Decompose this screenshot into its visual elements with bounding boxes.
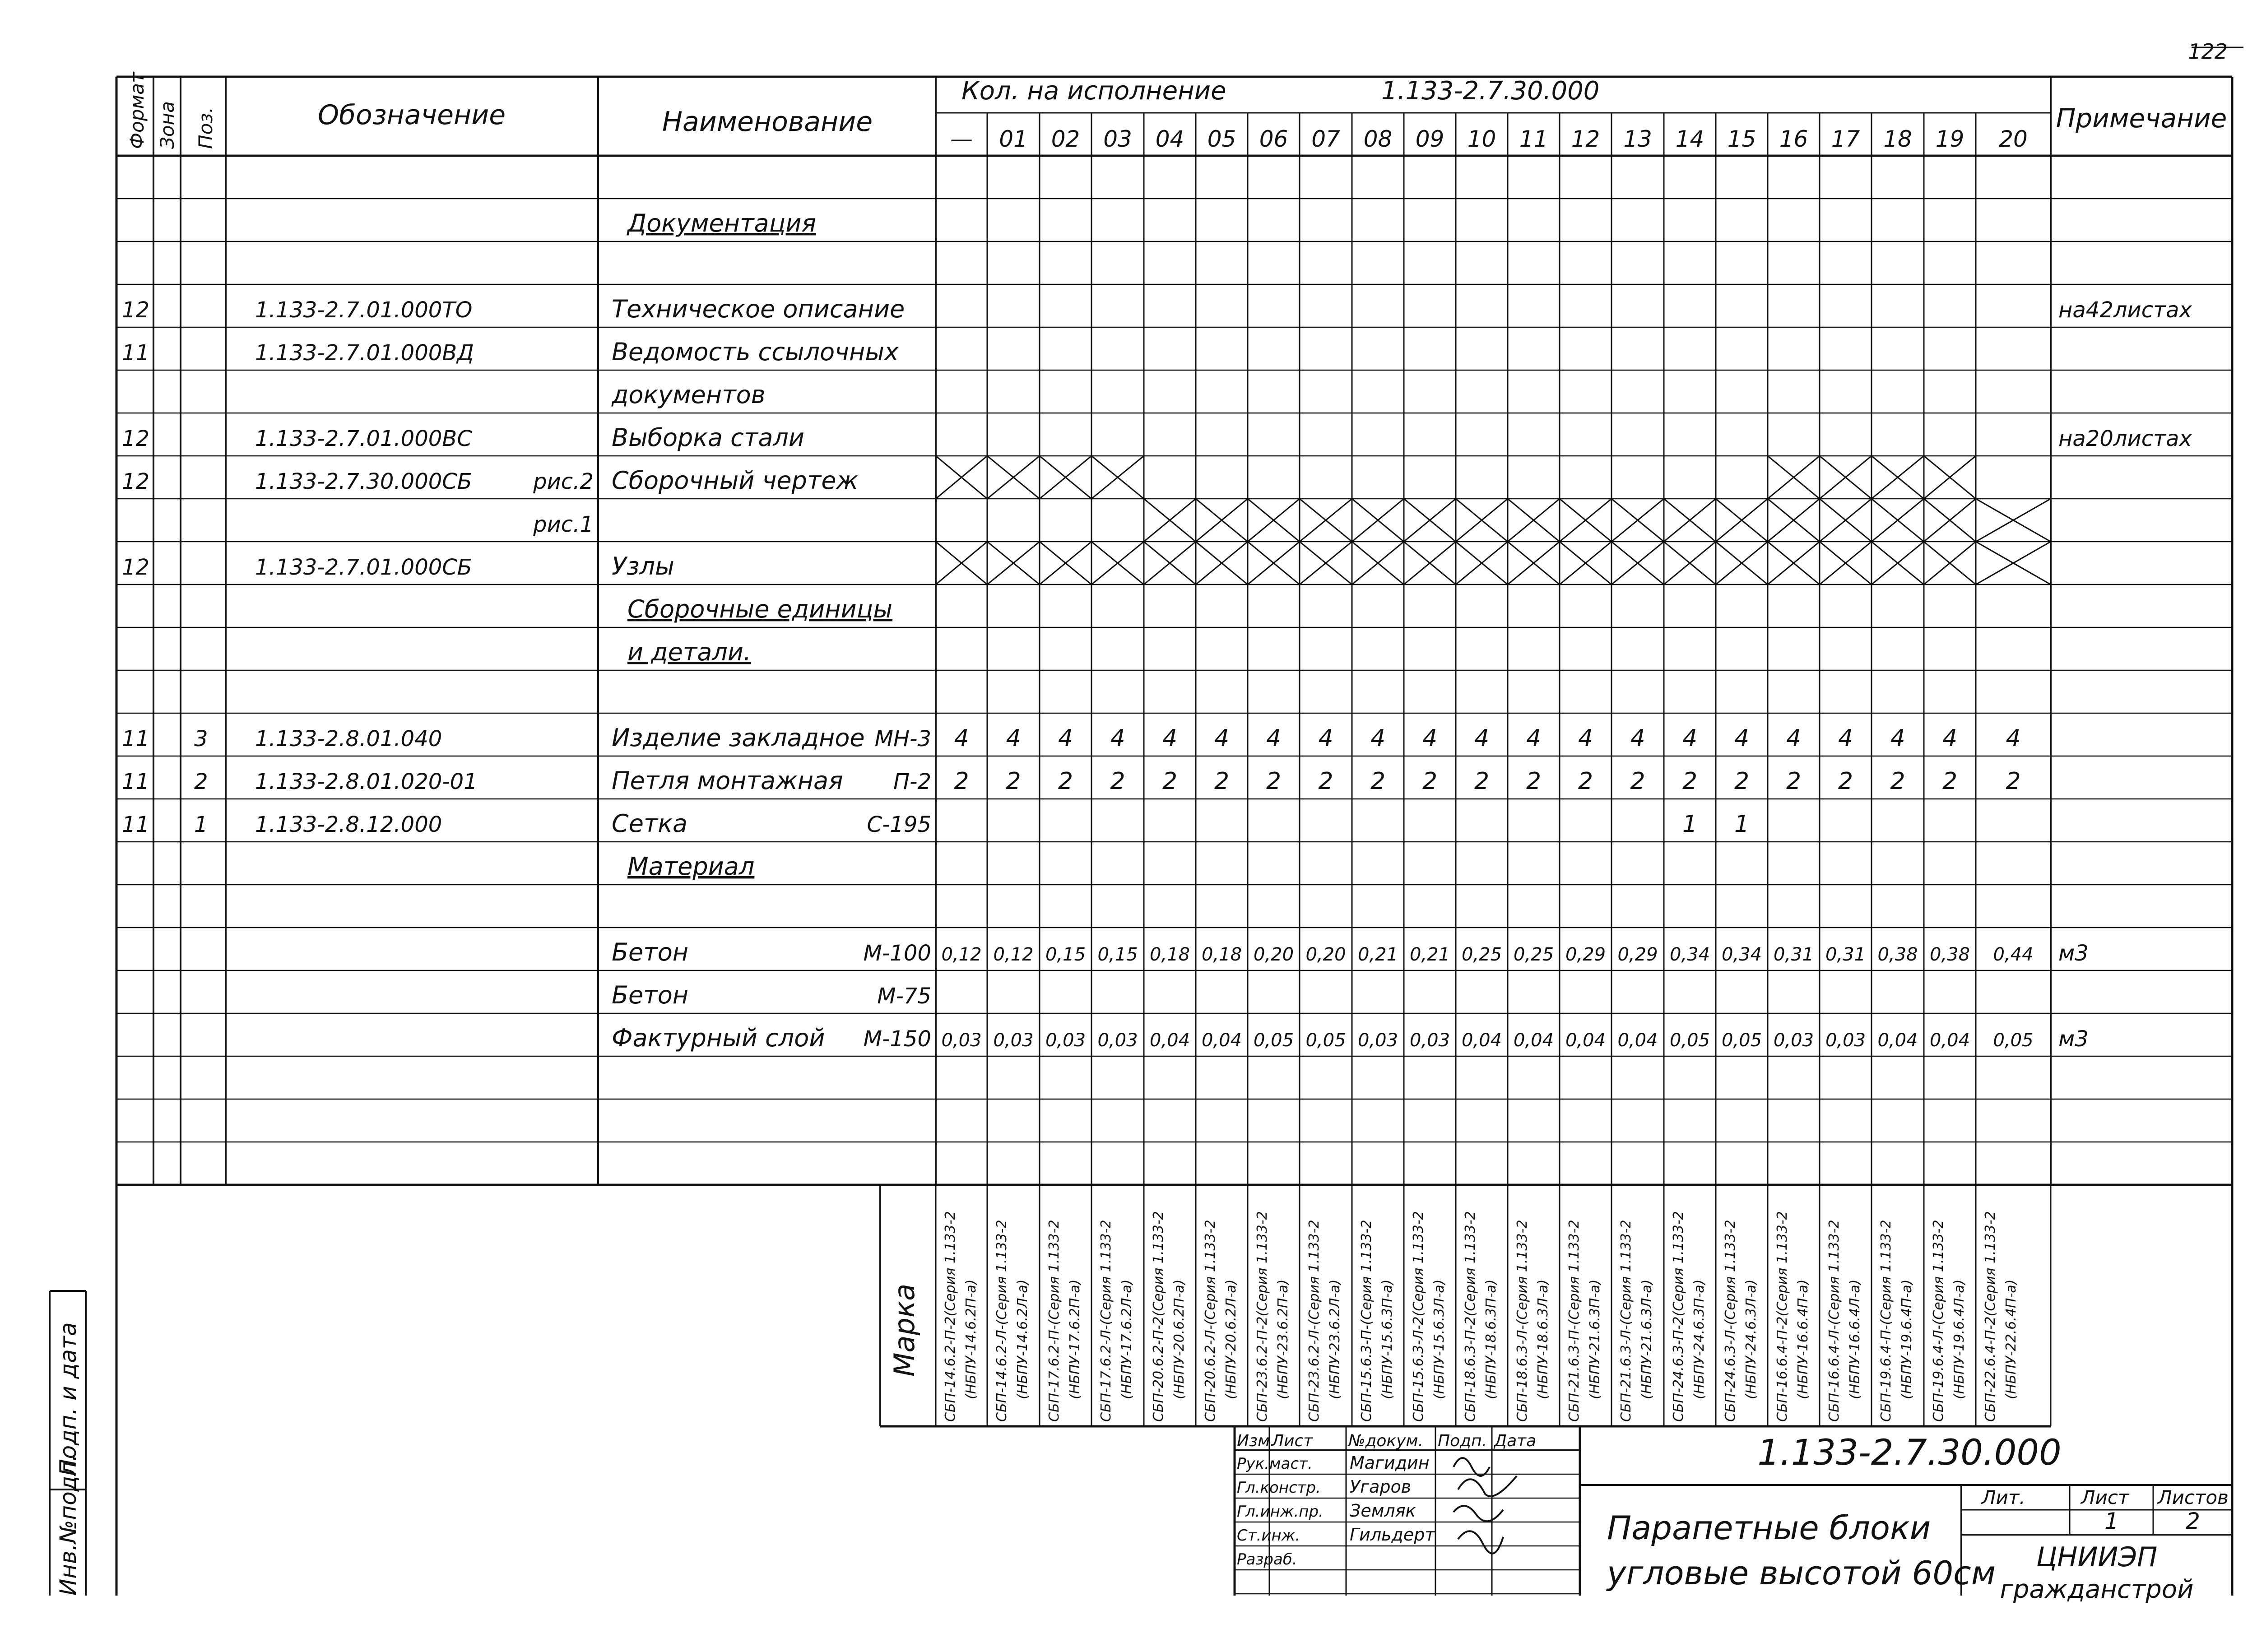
cell-qty: 2 [1682,768,1698,795]
variant-header: 01 [999,126,1028,152]
cell-qty: 0,05 [1253,1030,1294,1051]
cell-qty: 0,44 [1993,944,2034,965]
cell-name: Бетон [612,938,689,966]
mark-label: (НБПУ-18.6.3П-а) [1483,1279,1499,1399]
cell-qty: 2 [1370,768,1386,795]
cell-designation: 1.133-2.8.01.020-01 [255,769,478,794]
cell-qty: 4 [1578,725,1593,752]
cell-qty: 0,25 [1513,944,1554,965]
cell-name: Сетка [612,809,688,838]
cell-qty: 4 [1370,725,1386,752]
cell-qty: 0,04 [1877,1030,1918,1051]
cell-qty: 0,20 [1305,944,1346,965]
header-note: Примечание [2056,103,2227,134]
titleblock-role: Разраб. [1237,1550,1297,1568]
titleblock-person: Гильдерт [1350,1525,1435,1545]
organization-name-2: гражданстрой [2000,1575,2194,1604]
cell-qty: 2 [1214,768,1230,795]
mark-label: (НБПУ-21.6.3П-а) [1587,1279,1603,1399]
cell-qty: 4 [1682,725,1698,752]
cell-qty: 0,21 [1357,944,1398,965]
cell-qty: 4 [1266,725,1282,752]
cell-name-suffix: М-150 [863,1026,931,1052]
cell-format: 11 [122,726,150,752]
mark-label: СБП-21.6.3-П-(Серия 1.133-2 [1566,1220,1582,1422]
cell-format: 12 [122,297,150,323]
mark-label: СБП-24.6.3-П-2(Серия 1.133-2 [1671,1211,1686,1422]
cell-qty: 0,25 [1461,944,1502,965]
signature-scribbles [1454,1458,1517,1554]
variant-header: 14 [1675,126,1704,152]
mark-label: (НБПУ-14.6.2Л-а) [1015,1279,1031,1399]
cell-qty: 1 [1734,811,1750,838]
cell-qty: 0,12 [941,944,982,965]
sheets-total: 2 [2186,1508,2200,1534]
header-name: Наименование [662,106,873,138]
mark-label: СБП-23.6.2-Л-(Серия 1.133-2 [1306,1220,1322,1422]
cell-qty: 0,04 [1929,1030,1970,1051]
cell-qty: 0,03 [1357,1030,1398,1051]
cell-qty: 0,03 [1045,1030,1086,1051]
variant-header: 11 [1519,126,1548,152]
mark-label: СБП-15.6.3-Л-2(Серия 1.133-2 [1411,1211,1426,1422]
cell-designation: 1.133-2.8.01.040 [255,726,442,752]
variant-header: 18 [1883,126,1912,152]
variant-header: 04 [1155,126,1184,152]
variant-header: 06 [1259,126,1288,152]
variant-header: 09 [1415,126,1444,152]
cell-format: 11 [122,812,150,837]
mark-label: СБП-18.6.3-П-2(Серия 1.133-2 [1463,1211,1478,1422]
sheet-label: Лист [2081,1486,2129,1508]
titleblock-role: Рук.маст. [1237,1455,1313,1473]
cell-designation-note: рис.2 [533,469,594,494]
cell-qty: 0,04 [1461,1030,1502,1051]
cell-qty: 0,04 [1149,1030,1190,1051]
mark-label: (НБПУ-20.6.2П-а) [1171,1279,1187,1399]
mark-label: СБП-14.6.2-Л-(Серия 1.133-2 [994,1220,1010,1422]
cell-name: Изделие закладное [612,724,865,752]
cell-qty: 0,03 [1409,1030,1450,1051]
header-qty-label: Кол. на исполнение [961,76,1226,106]
cell-name-suffix: П-2 [893,769,931,794]
cell-qty: 4 [1526,725,1542,752]
mark-label: СБП-20.6.2-Л-(Серия 1.133-2 [1203,1220,1218,1422]
cell-qty: 1 [1682,811,1698,838]
cell-qty: 0,03 [993,1030,1034,1051]
cell-qty: 0,34 [1669,944,1710,965]
mark-label: (НБПУ-23.6.2П-а) [1275,1279,1291,1399]
variant-header: 16 [1779,126,1808,152]
cell-qty: 0,29 [1565,944,1606,965]
cell-qty: 2 [1578,768,1593,795]
cell-designation: 1.133-2.7.01.000ВД [255,340,474,366]
cell-name: Фактурный слой [612,1024,825,1052]
cell-qty: 2 [1318,768,1333,795]
cell-name-suffix: С-195 [867,812,931,837]
cell-qty: 4 [1422,725,1438,752]
variant-header: 08 [1363,126,1393,152]
cell-qty: 4 [1838,725,1853,752]
cell-format: 12 [122,426,150,451]
mark-label: СБП-21.6.3-Л-(Серия 1.133-2 [1618,1220,1634,1422]
variant-header: 17 [1831,126,1860,152]
cell-qty: 0,34 [1721,944,1762,965]
cell-format: 12 [122,555,150,580]
cell-zone: 2 [194,769,208,794]
cell-qty: 4 [1786,725,1802,752]
cell-qty: 4 [1734,725,1750,752]
mark-label: (НБПУ-23.6.2Л-а) [1327,1279,1343,1399]
cell-qty: 4 [1214,725,1230,752]
cell-qty: 2 [1838,768,1853,795]
titleblock-person: Магидин [1350,1453,1430,1473]
cell-qty: 0,18 [1149,944,1190,965]
mark-label: СБП-24.6.3-Л-(Серия 1.133-2 [1723,1220,1738,1422]
cell-qty: 0,03 [1773,1030,1814,1051]
stamp-inv: Инв.№подл. [55,1454,81,1596]
cell-name-suffix: М-75 [877,984,931,1009]
cell-qty: 0,31 [1825,944,1866,965]
titleblock-header: Изм. [1237,1432,1275,1450]
cell-qty: 4 [1630,725,1645,752]
mark-label: СБП-16.6.4-П-2(Серия 1.133-2 [1774,1211,1790,1422]
cell-designation: 1.133-2.7.01.000ВС [255,426,472,451]
mark-label: (НБПУ-22.6.4П-а) [2003,1279,2019,1399]
cell-qty: 0,05 [1993,1030,2034,1051]
header-pos: Поз. [195,107,217,149]
mark-label: (НБПУ-19.6.4Л-а) [1951,1279,1967,1399]
stamp-sign-date: Подп. и дата [55,1322,81,1476]
cell-designation-note: рис.1 [533,512,594,537]
marka-label: Марка [888,1283,921,1377]
cell-qty: 2 [1266,768,1282,795]
titleblock-person: Угаров [1350,1477,1412,1497]
cell-name: Сборочный чертеж [612,466,859,495]
cell-qty: 2 [1006,768,1021,795]
mark-label: (НБПУ-19.6.4П-а) [1899,1279,1915,1399]
titleblock-role: Гл.констр. [1237,1479,1321,1497]
cell-designation: 1.133-2.8.12.000 [255,812,442,837]
cell-designation: 1.133-2.7.30.000СБ [255,469,472,494]
cell-note: на42листах [2058,297,2192,323]
mark-label: СБП-19.6.4-П-(Серия 1.133-2 [1878,1220,1894,1422]
mark-label: СБП-22.6.4-П-2(Серия 1.133-2 [1983,1211,1998,1422]
mark-label: СБП-23.6.2-П-2(Серия 1.133-2 [1254,1211,1270,1422]
titleblock-header: Дата [1494,1432,1537,1450]
cell-name: Ведомость ссылочных [612,338,899,366]
cell-name-suffix: МН-3 [874,726,931,752]
sheet-number: 1 [2104,1508,2119,1534]
cell-qty: 2 [1526,768,1542,795]
mark-label: (НБПУ-18.6.3Л-а) [1535,1279,1551,1399]
titleblock-header: №докум. [1348,1432,1424,1450]
cell-qty: 2 [1162,768,1178,795]
cell-format: 11 [122,340,150,366]
cell-qty: 4 [2006,725,2021,752]
variant-header: 19 [1935,126,1964,152]
mark-label: (НБПУ-15.6.3П-а) [1379,1279,1395,1399]
cell-qty: 0,12 [993,944,1034,965]
cell-qty: 4 [1890,725,1905,752]
cell-zone: 3 [194,726,208,752]
cell-designation: 1.133-2.7.01.000ТО [255,297,473,323]
cell-note: на20листах [2058,426,2192,451]
cell-qty: 0,05 [1305,1030,1346,1051]
sheets-label: Листов [2158,1486,2229,1508]
header-designation: Обозначение [317,99,506,131]
lit-label: Лит. [1982,1486,2025,1508]
titleblock-role: Ст.инж. [1237,1527,1300,1545]
title-line-1: Парапетные блоки [1607,1509,1931,1547]
mark-label: СБП-20.6.2-П-2(Серия 1.133-2 [1151,1211,1166,1422]
cell-note: м3 [2058,941,2089,966]
cell-qty: 4 [1006,725,1021,752]
mark-label: (НБПУ-24.6.3Л-а) [1743,1279,1759,1399]
cell-qty: 0,04 [1565,1030,1606,1051]
cell-qty: 0,38 [1929,944,1970,965]
page-number: 122 [2188,39,2228,64]
cell-format: 12 [122,469,150,494]
cell-qty: 2 [1474,768,1490,795]
cell-zone: 1 [194,812,208,837]
mark-label: (НБПУ-14.6.2П-а) [963,1279,979,1399]
mark-label: СБП-18.6.3-Л-(Серия 1.133-2 [1514,1220,1530,1422]
cell-qty: 4 [1474,725,1490,752]
mark-label: (НБПУ-16.6.4Л-а) [1847,1279,1863,1399]
cell-qty: 4 [1942,725,1958,752]
cell-qty: 2 [1058,768,1073,795]
cell-qty: 0,03 [1097,1030,1138,1051]
mark-label: (НБПУ-15.6.3Л-а) [1431,1279,1447,1399]
variant-header: 10 [1467,126,1496,152]
crossed-cells [936,456,2051,585]
mark-label: (НБПУ-16.6.4П-а) [1795,1279,1811,1399]
cell-qty: 0,04 [1513,1030,1554,1051]
title-line-2: угловые высотой 60см [1607,1554,1996,1592]
cell-qty: 4 [1110,725,1125,752]
mark-label: СБП-17.6.2-Л-(Серия 1.133-2 [1098,1220,1114,1422]
cell-designation: 1.133-2.7.01.000СБ [255,555,472,580]
header-format: Формат [126,72,148,149]
cell-qty: 4 [1058,725,1073,752]
section-heading: Документация [627,209,816,237]
variant-header: 05 [1207,126,1236,152]
variant-header: 02 [1051,126,1080,152]
variant-header: 12 [1571,126,1600,152]
cell-qty: 0,05 [1721,1030,1762,1051]
variant-header: 20 [1999,126,2028,152]
cell-qty: 0,03 [1825,1030,1866,1051]
cell-qty: 2 [1110,768,1125,795]
variant-header: 03 [1103,126,1132,152]
mark-label: СБП-16.6.4-Л-(Серия 1.133-2 [1826,1220,1842,1422]
cell-name: Узлы [612,552,674,580]
cell-qty: 0,04 [1201,1030,1242,1051]
variant-header: 13 [1623,126,1652,152]
cell-qty: 2 [1734,768,1750,795]
cell-name: Техническое описание [612,295,905,323]
cell-qty: 0,15 [1097,944,1138,965]
cell-name: Петля монтажная [612,766,843,795]
cell-qty: 0,20 [1253,944,1294,965]
titleblock-role: Гл.инж.пр. [1237,1503,1324,1521]
header-zone: Зона [156,101,178,149]
variant-header: 07 [1311,126,1340,152]
cell-qty: 0,03 [941,1030,982,1051]
cell-name: документов [612,381,766,409]
cell-qty: 0,15 [1045,944,1086,965]
mark-label: (НБПУ-24.6.3П-а) [1691,1279,1707,1399]
cell-qty: 4 [1162,725,1178,752]
mark-label: (НБПУ-20.6.2Л-а) [1223,1279,1239,1399]
cell-name: Бетон [612,981,689,1009]
mark-label: СБП-17.6.2-П-(Серия 1.133-2 [1046,1220,1062,1422]
section-heading: Сборочные единицы [627,595,893,623]
cell-qty: 2 [1422,768,1438,795]
titleblock-header: Подп. [1438,1432,1487,1450]
cell-qty: 2 [1890,768,1905,795]
cell-name: Выборка стали [612,423,805,452]
cell-qty: 2 [1942,768,1958,795]
cell-name-suffix: М-100 [863,941,931,966]
cell-qty: 2 [1786,768,1802,795]
mark-label: СБП-15.6.3-П-(Серия 1.133-2 [1359,1220,1375,1422]
cell-qty: 4 [954,725,969,752]
cell-qty: 4 [1318,725,1333,752]
mark-label: СБП-19.6.4-Л-(Серия 1.133-2 [1931,1220,1946,1422]
mark-label: СБП-14.6.2-П-2(Серия 1.133-2 [943,1211,958,1422]
mark-label: (НБПУ-17.6.2П-а) [1067,1279,1083,1399]
header-qty-code: 1.133-2.7.30.000 [1381,76,1600,106]
mark-label: (НБПУ-17.6.2Л-а) [1119,1279,1135,1399]
cell-qty: 0,18 [1201,944,1242,965]
titleblock-header: Лист [1272,1432,1313,1450]
cell-qty: 0,38 [1877,944,1918,965]
cell-qty: 0,21 [1409,944,1450,965]
cell-qty: 2 [2006,768,2021,795]
section-heading: и детали. [627,638,752,666]
cell-qty: 0,29 [1617,944,1658,965]
cell-qty: 0,31 [1773,944,1814,965]
cell-qty: 0,05 [1669,1030,1710,1051]
document-code: 1.133-2.7.30.000 [1757,1433,2062,1473]
mark-label: (НБПУ-21.6.3Л-а) [1639,1279,1655,1399]
cell-qty: 2 [1630,768,1645,795]
cell-qty: 0,04 [1617,1030,1658,1051]
organization-name: ЦНИИЭП [2036,1541,2158,1573]
cell-format: 11 [122,769,150,794]
cell-qty: 2 [954,768,969,795]
cell-note: м3 [2058,1026,2089,1052]
titleblock-person: Земляк [1350,1501,1416,1521]
table-text [55,39,2229,1604]
variant-header: 15 [1727,126,1756,152]
section-heading: Материал [627,852,755,881]
variant-header: — [950,126,973,152]
